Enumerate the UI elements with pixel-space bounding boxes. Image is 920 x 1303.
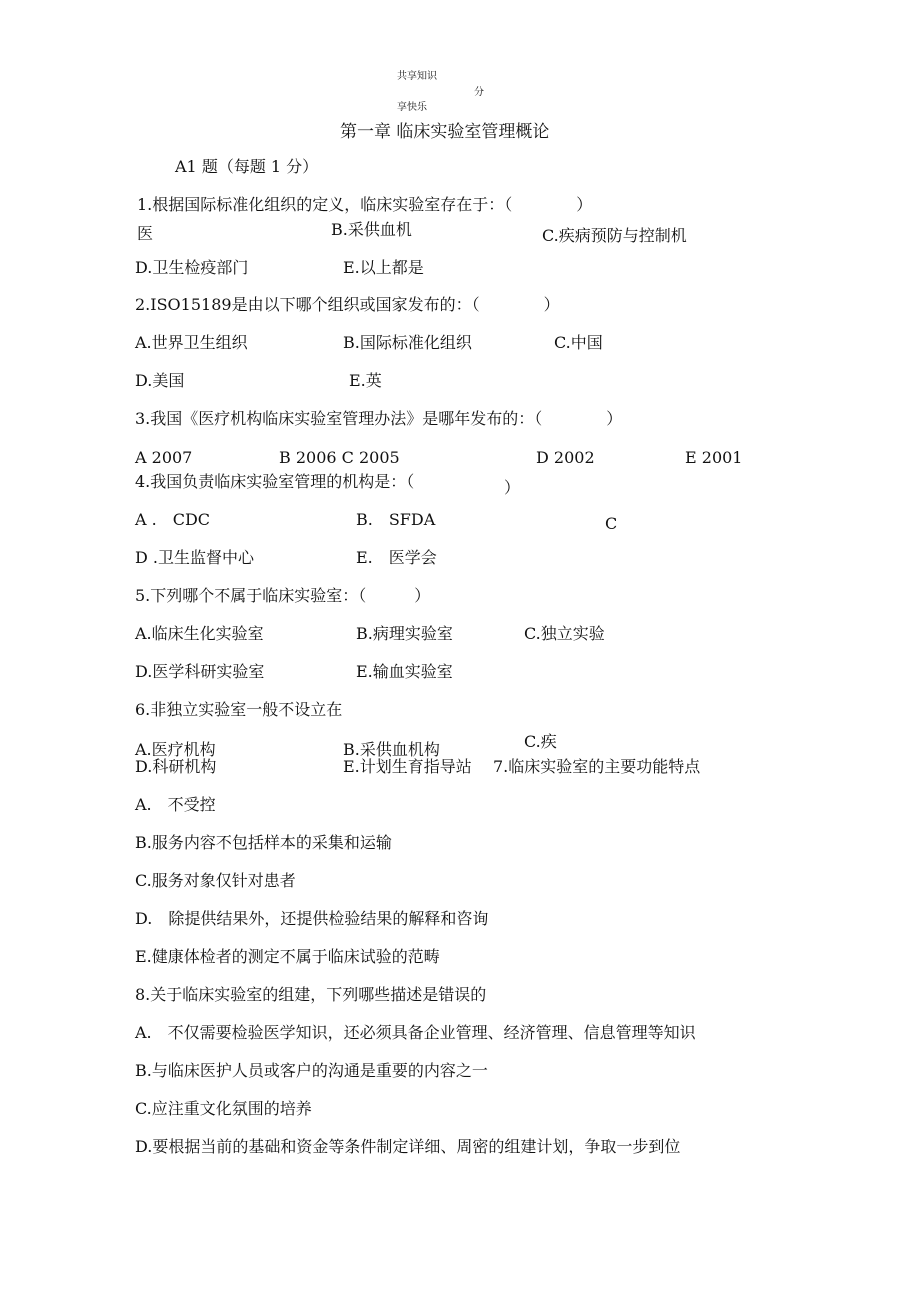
q4-option-c: C [605,514,618,533]
q6-option-c: C.疾 [524,732,557,751]
q8-option-b: B.与临床医护人员或客户的沟通是重要的内容之一 [135,1061,488,1080]
question-8: 8.关于临床实验室的组建，下列哪些描述是错误的 [135,985,487,1004]
q2-option-c: C.中国 [554,333,603,352]
q2-option-b: B.国际标准化组织 [343,333,472,352]
q2-option-e: E.英 [349,371,382,390]
header-text-2: 分 [474,87,484,98]
q1-option-b: B.采供血机 [331,220,412,239]
q4-option-d: D .卫生监督中心 [135,548,255,567]
q8-option-a: A. 不仅需要检验医学知识，还必须具备企业管理、经济管理、信息管理等知识 [135,1023,696,1042]
q5-option-d: D.医学科研实验室 [135,662,265,681]
q7-option-a: A. 不受控 [135,795,216,814]
q3-option-e: E 2001 [685,448,743,467]
q1-option-d: D.卫生检疫部门 [135,258,249,277]
section-heading: A1 题（每题 1 分） [175,157,319,176]
q7-option-b: B.服务内容不包括样本的采集和运输 [135,833,392,852]
q5-option-a: A.临床生化实验室 [135,624,264,643]
question-2: 2.ISO15189是由以下哪个组织或国家发布的：（ ） [135,295,560,314]
q3-option-a: A 2007 [135,448,193,467]
page-title: 第一章 临床实验室管理概论 [340,122,550,142]
question-5: 5.下列哪个不属于临床实验室：（ ） [135,586,431,605]
q6-option-d: D.科研机构 [135,757,217,776]
q3-option-d: D 2002 [536,448,595,467]
q3-option-bc: B 2006 C 2005 [279,448,400,467]
q4-option-b: B. SFDA [356,510,436,529]
q6-option-e: E.计划生育指导站 [343,757,472,776]
q8-option-c: C.应注重文化氛围的培养 [135,1099,312,1118]
q8-option-d: D.要根据当前的基础和资金等条件制定详细、周密的组建计划，争取一步到位 [135,1137,681,1156]
q1-option-e: E.以上都是 [343,258,424,277]
q2-option-d: D.美国 [135,371,185,390]
question-7: 7.临床实验室的主要功能特点 [493,757,701,776]
q4-option-e: E. 医学会 [356,548,437,567]
q7-option-c: C.服务对象仅针对患者 [135,871,296,890]
q6-option-a: A.医疗机构 [135,740,216,759]
q4-close-paren: ） [504,478,521,497]
q1-option-a: 医 [137,224,154,243]
q2-option-a: A.世界卫生组织 [135,333,248,352]
question-3: 3.我国《医疗机构临床实验室管理办法》是哪年发布的：（ ） [135,409,623,428]
question-4: 4.我国负责临床实验室管理的机构是：（ [135,472,415,491]
question-1: 1.根据国际标准化组织的定义，临床实验室存在于：（ ） [137,195,593,214]
q7-option-d: D. 除提供结果外，还提供检验结果的解释和咨询 [135,909,489,928]
question-6: 6.非独立实验室一般不设立在 [135,700,343,719]
q4-option-a: A . CDC [135,510,211,529]
header-text-1: 共享知识 [397,71,437,82]
q5-option-b: B.病理实验室 [356,624,453,643]
q5-option-e: E.输血实验室 [356,662,453,681]
q1-option-c: C.疾病预防与控制机 [542,226,687,245]
header-text-3: 享快乐 [397,102,427,113]
q6-option-b: B.采供血机构 [343,740,440,759]
q7-option-e: E.健康体检者的测定不属于临床试验的范畴 [135,947,440,966]
q5-option-c: C.独立实验 [524,624,605,643]
